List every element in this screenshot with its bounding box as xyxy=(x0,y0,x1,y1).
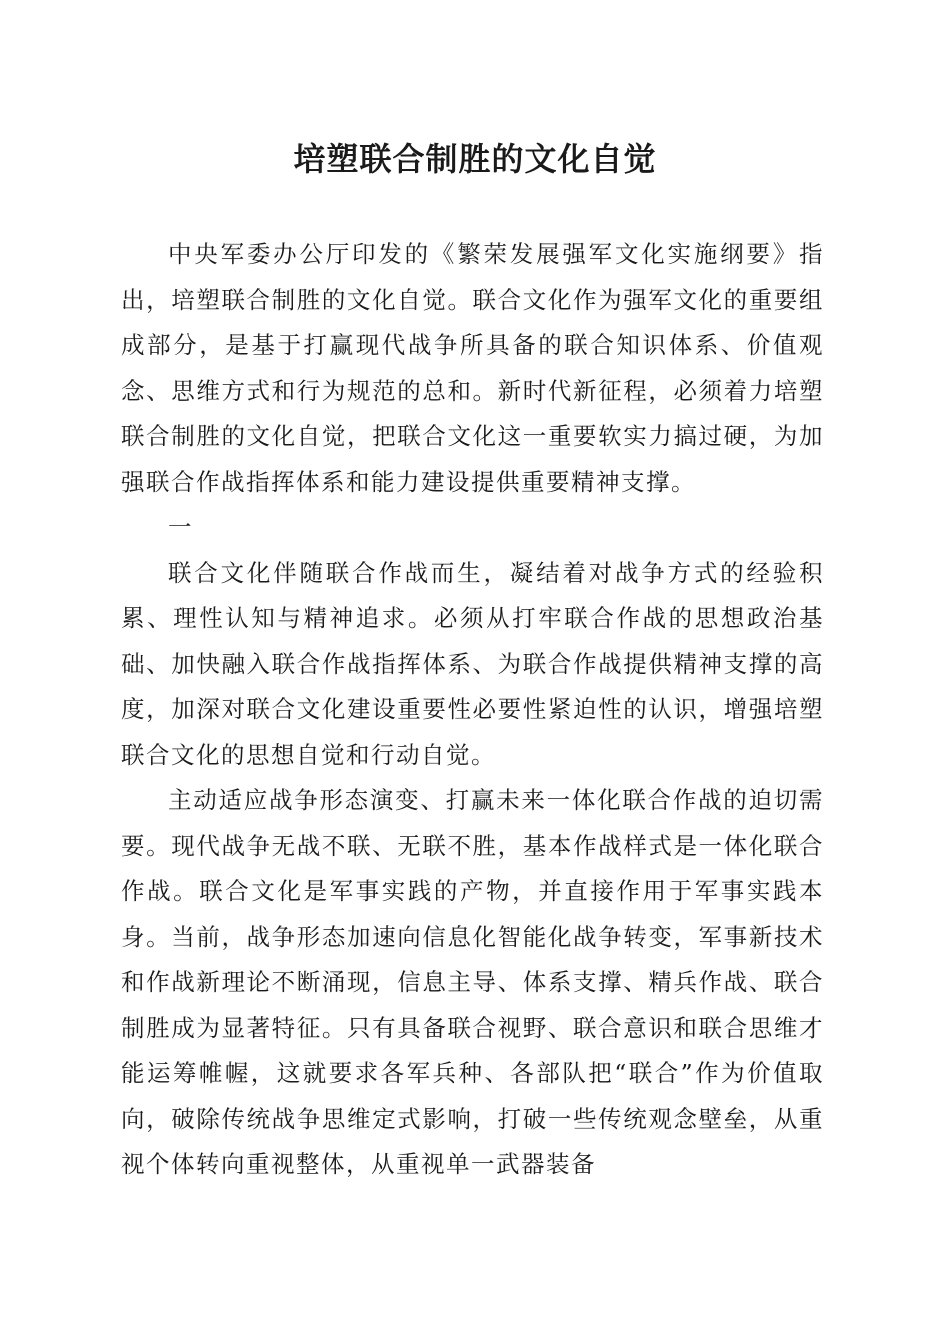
paragraph-adapt-warfare: 主动适应战争形态演变、打赢未来一体化联合作战的迫切需要。现代战争无战不联、无联不胜，基本作战样式是一体化联合作战。联合文化是军事实践的产物，并直接作用于军事实践本身。当前，战争形态加速向信息化智能化战争转变，军事新技术和作战新理论不断涌现，信息主导、体系支撑、精兵作战、联合制胜成为显著特征。只有具备联合视野、联合意识和联合思维才能运筹帷幄，这就要求各军兵种、各部队把“联合”作为价值取向，破除传统战争思维定式影响，打破一些传统观念壁垒，从重视个体转向重视整体，从重视单一武器装备 xyxy=(121,786,824,1178)
paragraph-section-one: 联合文化伴随联合作战而生，凝结着对战争方式的经验积累、理性认知与精神追求。必须从打牢联合作战的思想政治基础、加快融入联合作战指挥体系、为联合作战提供精神支撑的高度，加深对联合文化建设重要性必要性紧迫性的认识，增强培塑联合文化的思想自觉和行动自觉。 xyxy=(121,558,824,769)
section-number: 一 xyxy=(168,513,193,541)
paragraph-intro: 中央军委办公厅印发的《繁荣发展强军文化实施纲要》指出，培塑联合制胜的文化自觉。联合文化作为强军文化的重要组成部分，是基于打赢现代战争所具备的联合知识体系、价值观念、思维方式和行为规范的总和。新时代新征程，必须着力培塑联合制胜的文化自觉，把联合文化这一重要软实力搞过硬，为加强联合作战指挥体系和能力建设提供重要精神支撑。 xyxy=(121,240,824,496)
page-title: 培塑联合制胜的文化自觉 xyxy=(293,140,657,178)
article-body xyxy=(121,232,824,1188)
